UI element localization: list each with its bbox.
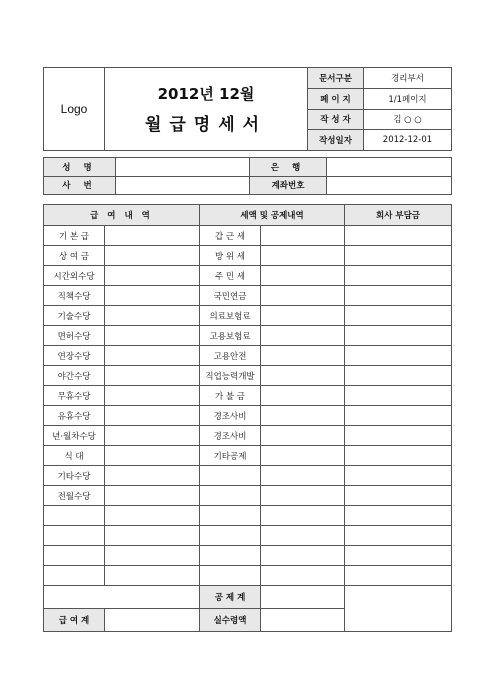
table-row [44, 266, 452, 286]
net-pay-label: 실수령액 [200, 609, 261, 632]
meta-label: 작성일자 [308, 130, 364, 151]
pay-amount-field[interactable] [105, 426, 200, 446]
table-row [44, 326, 452, 346]
deduction-amount-field[interactable] [261, 386, 345, 406]
employee-id-field[interactable] [116, 176, 250, 195]
deduction-item-label [200, 566, 261, 586]
pay-item-label: 면허수당 [44, 326, 105, 346]
deduction-item-label: 갑 근 세 [200, 226, 261, 246]
company-amount-field[interactable] [345, 426, 452, 446]
deduction-item-label: 방 위 세 [200, 246, 261, 266]
pay-amount-field[interactable] [105, 366, 200, 386]
table-row [44, 226, 452, 246]
deduction-amount-field[interactable] [261, 466, 345, 486]
table-row [44, 286, 452, 306]
deduction-amount-field[interactable] [261, 346, 345, 366]
deduction-item-label [200, 506, 261, 526]
table-row [44, 526, 452, 546]
pay-item-label [44, 526, 105, 546]
deduction-item-label: 경조사비 [200, 406, 261, 426]
table-row [44, 546, 452, 566]
pay-item-label: 전월수당 [44, 486, 105, 506]
deduction-item-label: 기타공제 [200, 446, 261, 466]
meta-value: 경리부서 [364, 68, 452, 89]
deduction-item-label [200, 466, 261, 486]
deduction-item-label: 가 불 금 [200, 386, 261, 406]
deduction-item-label: 경조사비 [200, 426, 261, 446]
table-row [44, 566, 452, 586]
pay-item-label: 상 여 금 [44, 246, 105, 266]
pay-amount-field[interactable] [105, 306, 200, 326]
deduction-amount-field[interactable] [261, 326, 345, 346]
pay-amount-field[interactable] [105, 286, 200, 306]
blank-cell [44, 586, 200, 609]
pay-item-label: 야간수당 [44, 366, 105, 386]
meta-label: 문서구분 [308, 68, 364, 89]
company-amount-field[interactable] [345, 566, 452, 586]
document-title [105, 68, 308, 151]
deduction-item-label: 직업능력개발 [200, 366, 261, 386]
table-row [44, 466, 452, 486]
meta-value: 1/1페이지 [364, 88, 452, 109]
deduction-item-label: 주 민 세 [200, 266, 261, 286]
table-row [44, 246, 452, 266]
logo: Logo [44, 68, 105, 151]
meta-label: 페 이 지 [308, 88, 364, 109]
deduction-amount-field[interactable] [261, 246, 345, 266]
company-amount-field[interactable] [345, 486, 452, 506]
deduction-amount-field[interactable] [261, 286, 345, 306]
title-period: 2012년 12월 [157, 85, 255, 103]
table-row [44, 446, 452, 466]
pay-amount-field[interactable] [105, 546, 200, 566]
name-field[interactable] [116, 158, 250, 177]
pay-amount-field[interactable] [105, 406, 200, 426]
pay-item-label [44, 506, 105, 526]
deduction-amount-field[interactable] [261, 406, 345, 426]
pay-item-label: 년·월차수당 [44, 426, 105, 446]
payroll-rows [44, 226, 452, 586]
deduction-amount-field[interactable] [261, 226, 345, 246]
account-field[interactable] [327, 176, 452, 195]
pay-item-label [44, 566, 105, 586]
pay-amount-field[interactable] [105, 266, 200, 286]
pay-item-label: 식 대 [44, 446, 105, 466]
table-row [44, 366, 452, 386]
employee-info [43, 157, 452, 195]
name-label: 성 명 [44, 158, 116, 177]
deduction-amount-field[interactable] [261, 526, 345, 546]
company-amount-field[interactable] [345, 226, 452, 246]
pay-item-label: 무휴수당 [44, 386, 105, 406]
company-amount-field[interactable] [345, 266, 452, 286]
pay-amount-field[interactable] [105, 466, 200, 486]
company-column-header: 회사 부담금 [345, 205, 452, 226]
pay-item-label: 직책수당 [44, 286, 105, 306]
meta-label: 작 성 자 [308, 109, 364, 130]
deduction-column-header: 세액 및 공제내역 [200, 205, 345, 226]
pay-column-header: 급 여 내 역 [44, 205, 200, 226]
company-amount-field[interactable] [345, 526, 452, 546]
pay-amount-field[interactable] [105, 386, 200, 406]
pay-amount-field[interactable] [105, 346, 200, 366]
deduction-item-label: 의료보험료 [200, 306, 261, 326]
pay-amount-field[interactable] [105, 566, 200, 586]
bank-field[interactable] [327, 158, 452, 177]
table-row [44, 506, 452, 526]
company-amount-field[interactable] [345, 326, 452, 346]
deduction-item-label [200, 546, 261, 566]
table-row [44, 486, 452, 506]
company-amount-field[interactable] [345, 386, 452, 406]
deduction-amount-field[interactable] [261, 446, 345, 466]
pay-total-field[interactable] [105, 609, 200, 632]
account-label: 계좌번호 [250, 176, 327, 195]
deduction-item-label: 국민연금 [200, 286, 261, 306]
pay-amount-field[interactable] [105, 486, 200, 506]
company-amount-field[interactable] [345, 406, 452, 426]
company-amount-field[interactable] [345, 546, 452, 566]
pay-item-label: 기타수당 [44, 466, 105, 486]
deduction-amount-field[interactable] [261, 306, 345, 326]
company-amount-field[interactable] [345, 506, 452, 526]
net-pay-field[interactable] [261, 609, 345, 632]
pay-item-label: 시간외수당 [44, 266, 105, 286]
deduction-amount-field[interactable] [261, 506, 345, 526]
table-row [44, 346, 452, 366]
deduction-item-label [200, 526, 261, 546]
deduction-amount-field[interactable] [261, 426, 345, 446]
pay-amount-field[interactable] [105, 446, 200, 466]
pay-total-label: 급 여 계 [44, 609, 105, 632]
pay-item-label: 기 본 급 [44, 226, 105, 246]
company-amount-field[interactable] [345, 306, 452, 326]
deduction-item-label [200, 486, 261, 506]
table-row [44, 306, 452, 326]
title-main: 월급명세서 [144, 115, 268, 135]
company-total-field[interactable] [345, 586, 452, 632]
deduction-item-label: 고용보험료 [200, 326, 261, 346]
pay-item-label [44, 546, 105, 566]
bank-label: 은 행 [250, 158, 327, 177]
pay-amount-field[interactable] [105, 326, 200, 346]
deduction-amount-field[interactable] [261, 366, 345, 386]
deduction-item-label: 고용안전 [200, 346, 261, 366]
deduction-total-field[interactable] [261, 586, 345, 609]
deduction-total-label: 공 제 계 [200, 586, 261, 609]
document-header [43, 67, 452, 151]
pay-item-label: 연장수당 [44, 346, 105, 366]
table-row [44, 386, 452, 406]
employee-id-label: 사 번 [44, 176, 116, 195]
company-amount-field[interactable] [345, 366, 452, 386]
pay-amount-field[interactable] [105, 246, 200, 266]
meta-value: 2012-12-01 [364, 130, 452, 151]
pay-amount-field[interactable] [105, 526, 200, 546]
payroll-table [43, 204, 452, 632]
company-amount-field[interactable] [345, 246, 452, 266]
deduction-amount-field[interactable] [261, 266, 345, 286]
meta-value: 김 ○ ○ [364, 109, 452, 130]
deduction-amount-field[interactable] [261, 546, 345, 566]
pay-amount-field[interactable] [105, 506, 200, 526]
pay-amount-field[interactable] [105, 226, 200, 246]
table-row [44, 426, 452, 446]
company-amount-field[interactable] [345, 346, 452, 366]
company-amount-field[interactable] [345, 466, 452, 486]
deduction-amount-field[interactable] [261, 566, 345, 586]
company-amount-field[interactable] [345, 286, 452, 306]
table-row [44, 406, 452, 426]
company-amount-field[interactable] [345, 446, 452, 466]
pay-item-label: 유휴수당 [44, 406, 105, 426]
pay-item-label: 기술수당 [44, 306, 105, 326]
deduction-amount-field[interactable] [261, 486, 345, 506]
